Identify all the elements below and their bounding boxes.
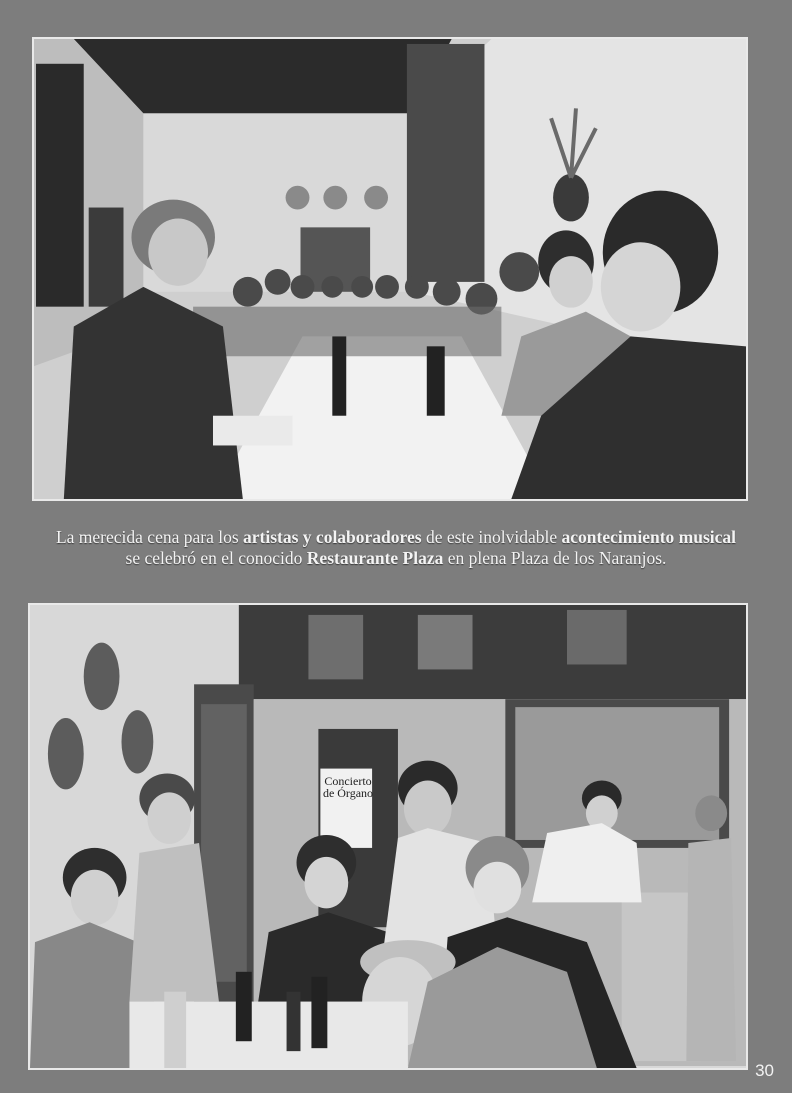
group-photo [28, 603, 748, 1070]
caption-line-1: La merecida cena para los artistas y colaboradores de este inolvidable acontecimiento musical [55, 527, 737, 547]
dinner-photo-image [34, 39, 746, 499]
caption-line-2: se celebró en el conocido Restaurante Plaza en plena Plaza de los Naranjos. [125, 548, 667, 568]
photo-caption [20, 527, 772, 569]
page-number: 30 [755, 1061, 774, 1080]
group-photo-image [30, 605, 746, 1068]
concert-poster-title: Concierto de Órgano [322, 774, 374, 800]
dinner-photo [32, 37, 748, 501]
